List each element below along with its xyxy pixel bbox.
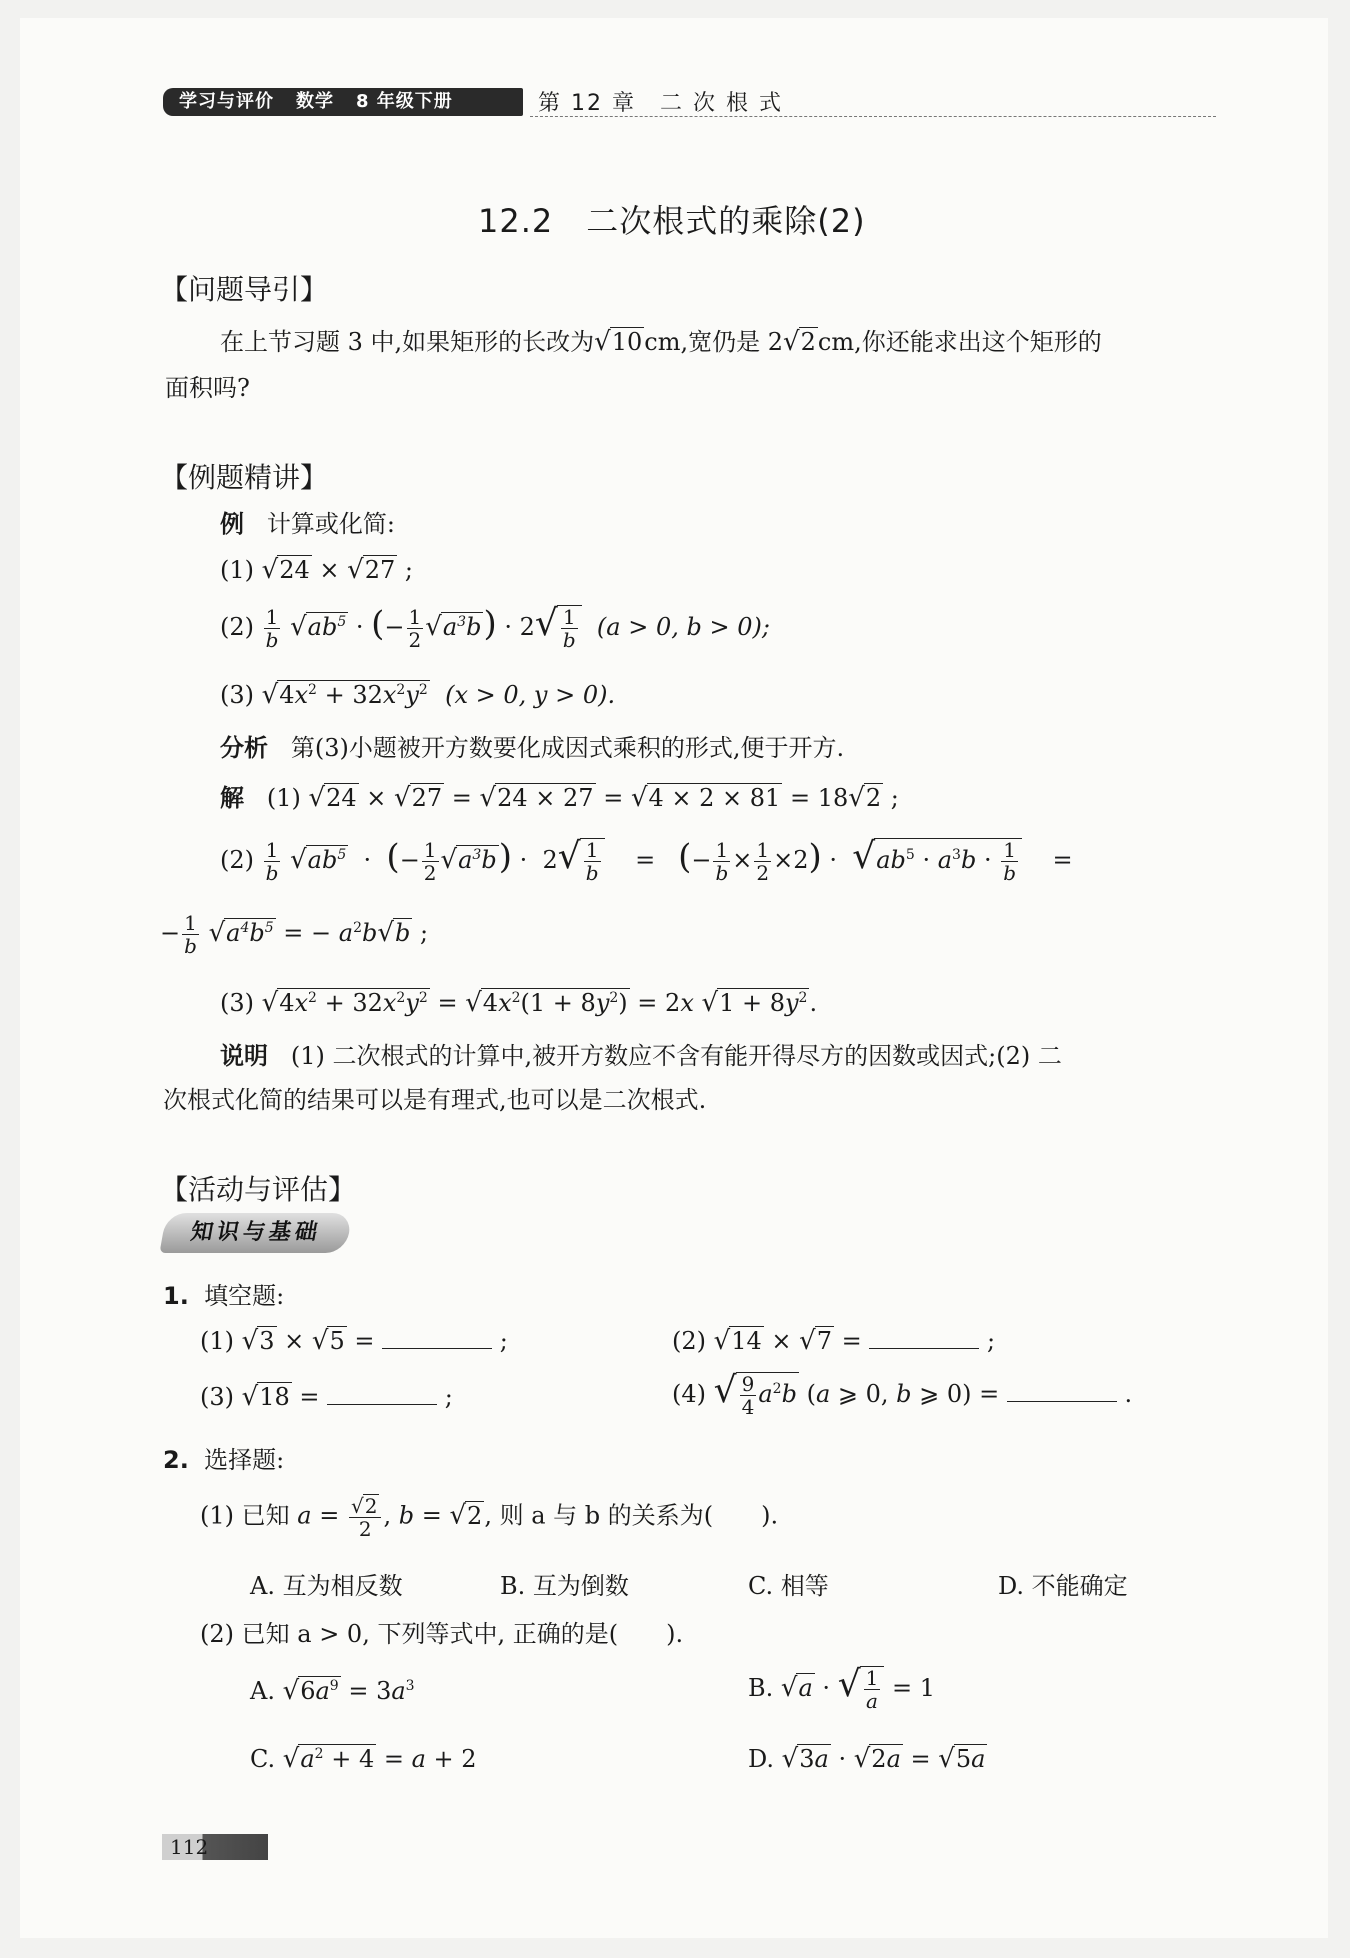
- solution-2-cont: − $\frac{1}{b}$ $√a^4b^5$ = − $a^2b√b$ ;: [160, 911, 429, 958]
- q2-1: (1) 已知 a = $\frac{√2}{2}$ , b = √2, 则 a 与 b 的关系为( ).: [200, 1494, 779, 1541]
- option-b-label: B.: [748, 1674, 774, 1702]
- guide-text-b: cm,宽仍是 2: [644, 328, 784, 356]
- q2-2-text: (2) 已知 a > 0, 下列等式中, 正确的是( ).: [200, 1620, 684, 1648]
- q2-1-option-d[interactable]: D. 不能确定: [998, 1572, 1128, 1600]
- q2-1-post: , 则 a 与 b 的关系为( ).: [484, 1501, 779, 1530]
- q1-item-4-label: (4): [672, 1380, 706, 1408]
- section-example: 【例题精讲】: [160, 461, 329, 494]
- q1-item-2: (2) √14 × √7 = ;: [672, 1326, 996, 1356]
- guide-text-a: 在上节习题 3 中,如果矩形的长改为: [220, 328, 595, 356]
- note-line-2: 次根式化简的结果可以是有理式,也可以是二次根式.: [163, 1086, 707, 1114]
- guide-line-1: 在上节习题 3 中,如果矩形的长改为√10cm,宽仍是 2√2cm,你还能求出这个矩形的: [220, 327, 1102, 357]
- q1-item-4: (4) √ $\frac{9}{4}$ $a^2b$ (a ⩾ 0, b ⩾ 0) = .: [672, 1370, 1133, 1419]
- book-header: [163, 88, 523, 116]
- solution-2: (2) $\frac{1}{b}$ $√ab^5$ · (− $\frac{1}{2}$ $√a^3b) \cdot 2√$ $\frac{1}{b}$ = (− $\frac{1}{b}$ × $\frac{1}{2}$ $\times 2) \cdot √ab^5 \cdot a^3b$ · $\frac{1}{b}$ =: [220, 836, 1073, 885]
- guide-radicand-1: 10: [611, 328, 643, 356]
- answer-blank[interactable]: [327, 1382, 437, 1405]
- analysis-text: 第(3)小题被开方数要化成因式乘积的形式,便于开方.: [290, 734, 845, 762]
- problem-3-condition: (x > 0, y > 0).: [445, 681, 616, 709]
- q2-1-option-c[interactable]: C. 相等: [748, 1572, 829, 1600]
- q1-item-1-label: (1): [200, 1327, 234, 1355]
- q2-2-option-b[interactable]: B. √a · √ $\frac{1}{a}$ = 1: [748, 1664, 936, 1713]
- answer-blank[interactable]: [1007, 1379, 1117, 1402]
- example-prompt: 计算或化简:: [266, 510, 395, 538]
- book-series: 学习与评价: [179, 91, 274, 112]
- q1-text: 填空题:: [204, 1282, 285, 1310]
- book-grade: 8 年级下册: [356, 91, 453, 112]
- problem-3: (3) $√4x^2 + 32x^2y^2$ (x > 0, y > 0).: [220, 680, 616, 710]
- book-subject: 数学: [296, 91, 334, 112]
- q2-2-option-d[interactable]: D. √3a · √2a = √5a: [748, 1744, 986, 1774]
- problem-2-condition: (a > 0, b > 0);: [596, 613, 770, 641]
- q1-item-1: (1) √3 × √5 = ;: [200, 1326, 508, 1356]
- q1-heading: [163, 1276, 284, 1311]
- solution-3: (3) $√4x^2 + 32x^2y^2 = √4x^2(1 + 8y^2) = 2x$ $√1 + 8y^2$.: [220, 988, 818, 1018]
- option-a-label: A.: [250, 1677, 275, 1705]
- problem-2-label: (2): [220, 613, 254, 641]
- q2-1-option-a[interactable]: A. 互为相反数: [250, 1572, 403, 1600]
- section-guide: 【问题导引】: [160, 273, 329, 306]
- q2-heading: [163, 1440, 284, 1475]
- answer-blank[interactable]: [382, 1326, 492, 1349]
- analysis-label: 分析: [220, 734, 268, 762]
- page-number: 112: [162, 1834, 268, 1860]
- solution-3-label: (3): [220, 989, 254, 1017]
- guide-line-2: 面积吗?: [165, 374, 250, 402]
- q2-2-option-c[interactable]: C. $√a^2 + 4 = a + 2$: [250, 1744, 477, 1774]
- q1-item-3-label: (3): [200, 1383, 234, 1411]
- q2-label: 2.: [163, 1446, 189, 1474]
- answer-blank[interactable]: [869, 1326, 979, 1349]
- note-text-1: (1) 二次根式的计算中,被开方数应不含有能开得尽方的因数或因式;(2) 二: [290, 1042, 1062, 1070]
- problem-3-label: (3): [220, 681, 254, 709]
- solution-1: 解 (1) √24 × √27 = √24 × 27 = √4 × 2 × 81 = 18√2 ;: [220, 783, 899, 813]
- solution-1-label: (1): [266, 784, 301, 812]
- q2-2-option-a[interactable]: A. $√6a^9 = 3a^3$: [250, 1676, 415, 1706]
- solution-label: 解: [220, 784, 244, 812]
- problem-2: (2) $\frac{1}{b}$ $√ab^5$ · (− $\frac{1}{2}$ $√a^3b) \cdot 2√$ $\frac{1}{b}$ (a > 0, b > 0);: [220, 603, 770, 652]
- problem-1: (1) √24 × √27 ;: [220, 555, 413, 585]
- solution-2-label: (2): [220, 846, 254, 874]
- q2-text: 选择题:: [204, 1446, 285, 1474]
- solution-1-result: = 18: [789, 784, 849, 812]
- q1-label: 1.: [163, 1282, 189, 1310]
- guide-radicand-2: 2: [800, 328, 816, 356]
- option-d-label: D.: [748, 1745, 775, 1773]
- q1-item-3: (3) √18 = ;: [200, 1382, 453, 1412]
- example-label: 例: [220, 510, 244, 538]
- q2-1-pre: (1) 已知: [200, 1501, 290, 1530]
- q2-1-option-b[interactable]: B. 互为倒数: [500, 1572, 629, 1600]
- problem-1-label: (1): [220, 556, 254, 584]
- header-divider: [530, 116, 1216, 117]
- note-label: 说明: [220, 1042, 268, 1070]
- knowledge-badge: 知识与基础: [159, 1213, 352, 1253]
- guide-text-c: cm,你还能求出这个矩形的: [817, 328, 1102, 356]
- option-c-label: C.: [250, 1745, 276, 1773]
- section-activity: 【活动与评估】: [160, 1173, 357, 1206]
- example-prompt-line: [220, 504, 395, 539]
- q1-item-2-label: (2): [672, 1327, 706, 1355]
- note-line-1: [220, 1036, 1062, 1071]
- page-title: 12.2 二次根式的乘除(2): [478, 202, 866, 240]
- analysis: [220, 728, 844, 763]
- chapter-title: 第 12 章 二 次 根 式: [538, 91, 783, 116]
